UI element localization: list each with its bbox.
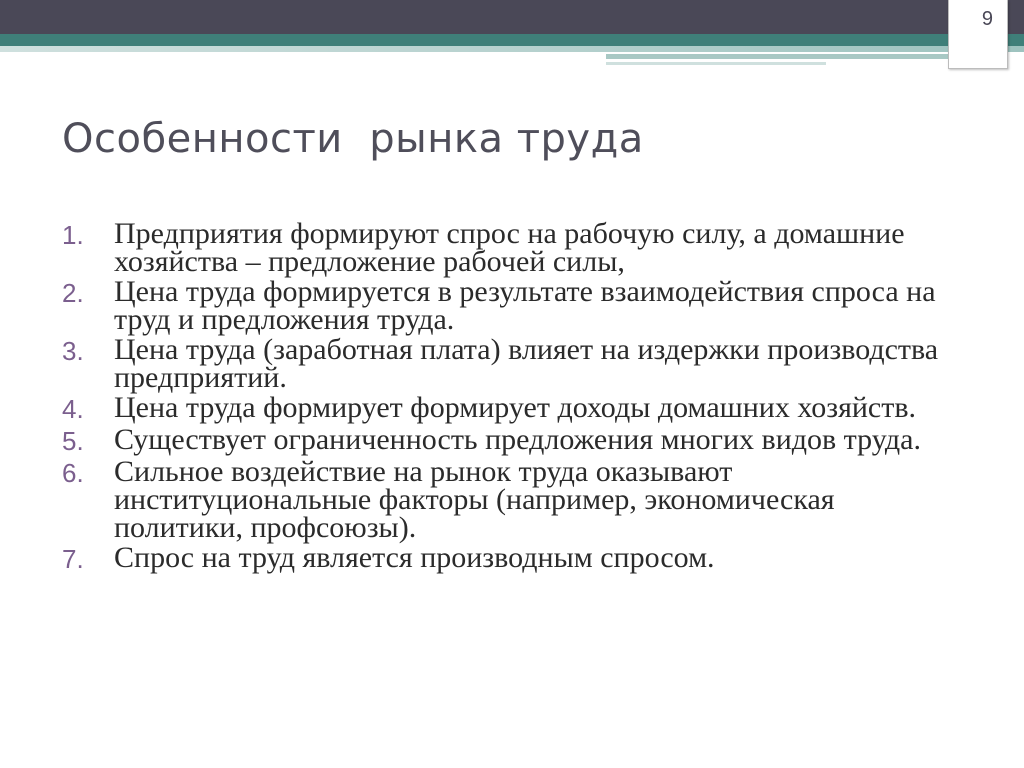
header-bar-teal	[0, 34, 1024, 46]
slide-number-tab	[948, 0, 1008, 69]
header-accent-line	[606, 54, 1006, 59]
list-item	[62, 333, 962, 394]
list-item	[62, 391, 962, 424]
list-number: 7.	[62, 544, 84, 574]
numbered-list	[62, 217, 962, 576]
list-item-text: Цена труда формируется в результате взаимодействия спроса на труд и предложения труда.	[114, 275, 936, 336]
slide-title: Особенности рынка труда	[62, 116, 644, 162]
slide-number: 9	[981, 8, 993, 30]
list-number: 6.	[62, 458, 84, 488]
list-item	[62, 455, 962, 544]
list-item-text: Цена труда формирует формирует доходы домашних хозяйств.	[114, 391, 917, 424]
list-number: 2.	[62, 278, 84, 308]
header-accent-line	[606, 62, 826, 65]
list-item-text: Существует ограниченность предложения многих видов труда.	[114, 423, 921, 456]
list-item	[62, 217, 962, 278]
list-item-text: Спрос на труд является производным спросом.	[114, 541, 715, 574]
list-item	[62, 423, 962, 456]
list-number: 3.	[62, 336, 84, 366]
list-item	[62, 541, 962, 574]
header-bar-dark	[0, 0, 1024, 34]
list-number: 5.	[62, 426, 84, 456]
list-item-text: Сильное воздействие на рынок труда оказывают институциональные факторы (например, экономическая политики, профсоюзы).	[114, 455, 835, 544]
list-item-text: Цена труда (заработная плата) влияет на издержки производства предприятий.	[114, 333, 939, 394]
list-number: 1.	[62, 220, 84, 250]
header-accent-line	[0, 46, 1024, 52]
list-number: 4.	[62, 394, 84, 424]
list-item-text: Предприятия формируют спрос на рабочую силу, а домашние хозяйства – предложение рабочей силы,	[114, 217, 905, 278]
list-item	[62, 275, 962, 336]
